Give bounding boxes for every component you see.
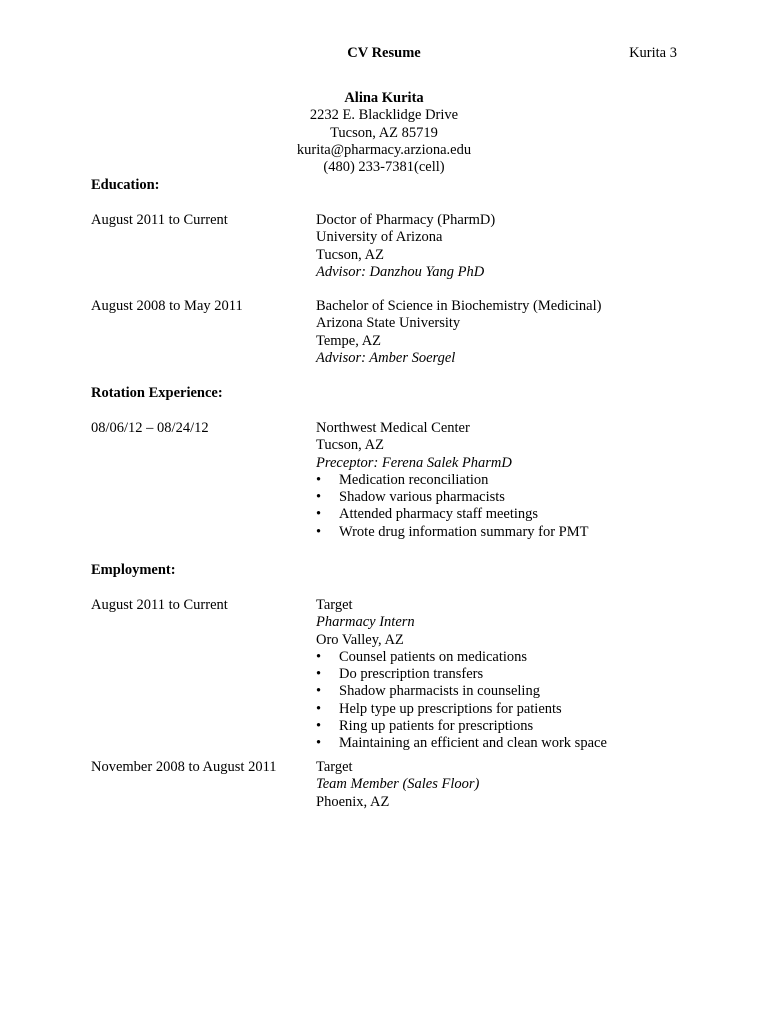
list-item: • Wrote drug information summary for PMT [316,524,589,541]
employment-heading: Employment: [91,562,176,578]
list-item: • Shadow pharmacists in counseling [316,683,607,700]
employer: Target [316,597,353,613]
list-item: • Ring up patients for prescriptions [316,718,607,735]
street-address: 2232 E. Blacklidge Drive [309,107,459,124]
applicant-name: Alina Kurita [344,90,424,106]
education-date: August 2011 to Current [91,212,228,228]
rotation-date: 08/06/12 – 08/24/12 [91,420,209,436]
list-item: • Medication reconciliation [316,472,589,489]
education-heading: Education: [91,177,160,193]
education-entry [316,298,601,367]
document-title: CV Resume [347,45,421,61]
email-address: kurita@pharmacy.arziona.edu [296,141,472,158]
page-header-label: Kurita 3 [629,45,677,61]
employer: Target [316,759,353,775]
list-item: • Counsel patients on medications [316,649,607,666]
education-entry [316,212,495,281]
preceptor: Preceptor: Ferena Salek PharmD [316,454,512,471]
rotation-location: Tucson, AZ [316,437,384,454]
job-duties-list [316,649,607,753]
phone-number: (480) 233-7381(cell) [323,159,445,176]
job-role: Team Member (Sales Floor) [316,776,480,793]
degree: Doctor of Pharmacy (PharmD) [316,212,496,228]
job-role: Pharmacy Intern [316,614,415,631]
rotation-site: Northwest Medical Center [316,420,470,436]
list-item: • Help type up prescriptions for patients [316,701,607,718]
employment-date: August 2011 to Current [91,597,228,613]
list-item: • Shadow various pharmacists [316,489,589,506]
list-item: • Attended pharmacy staff meetings [316,506,589,523]
job-location: Phoenix, AZ [316,793,390,810]
contact-block [0,90,768,176]
school-location: Tempe, AZ [316,332,382,349]
rotation-duties-list [316,472,589,541]
rotation-entry [316,420,589,541]
school: University of Arizona [316,229,443,246]
list-item: • Maintaining an efficient and clean work space [316,735,607,752]
employment-entry [316,759,479,811]
school: Arizona State University [316,315,461,332]
degree: Bachelor of Science in Biochemistry (Medicinal) [316,298,602,314]
employment-entry [316,597,607,753]
education-date: August 2008 to May 2011 [91,298,243,314]
job-location: Oro Valley, AZ [316,631,404,648]
school-location: Tucson, AZ [316,246,384,263]
advisor: Advisor: Amber Soergel [316,349,456,366]
advisor: Advisor: Danzhou Yang PhD [316,263,485,280]
employment-date: November 2008 to August 2011 [91,759,277,775]
city-state-zip: Tucson, AZ 85719 [330,124,438,141]
rotation-heading: Rotation Experience: [91,385,223,401]
list-item: • Do prescription transfers [316,666,607,683]
